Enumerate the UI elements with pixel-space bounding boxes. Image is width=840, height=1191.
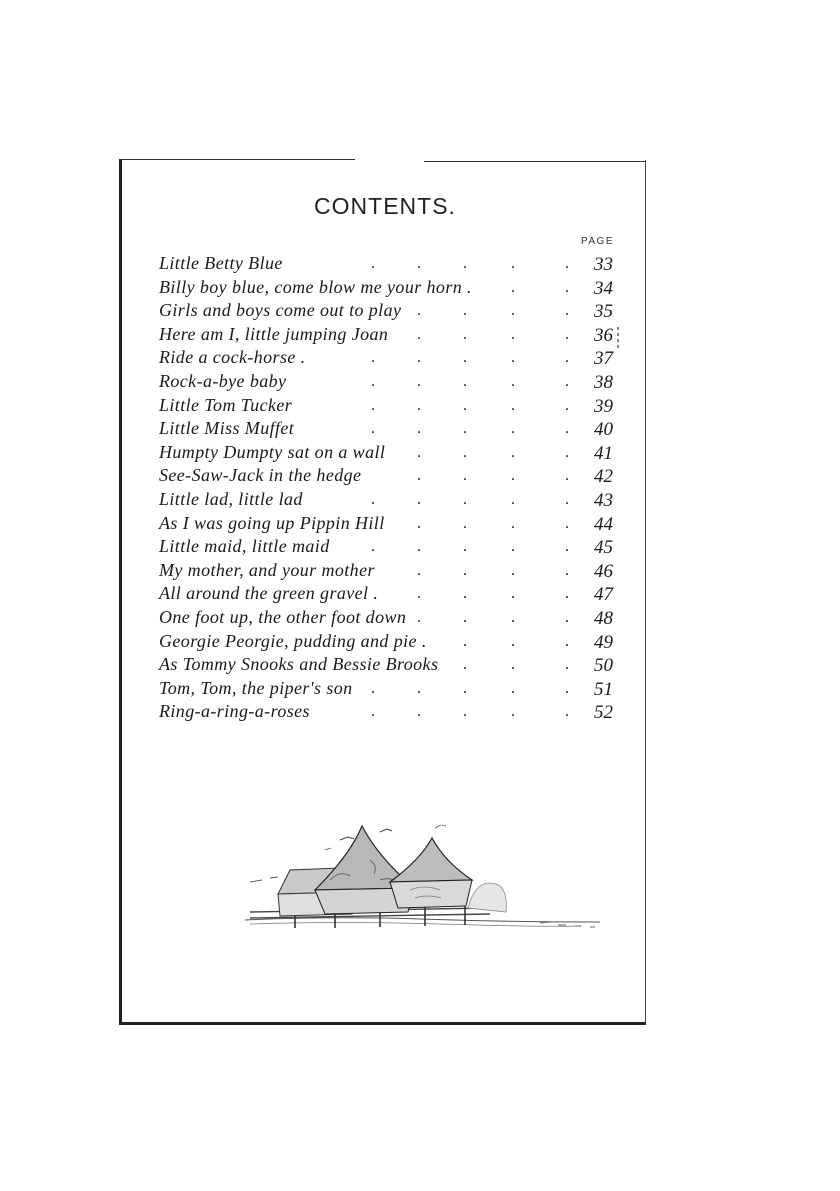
- entry-page-number: 52: [594, 702, 613, 724]
- contents-entry: Rock-a-bye baby . . . . . 38: [159, 370, 613, 393]
- entry-page-number: 39: [594, 395, 613, 417]
- entry-page-number: 47: [594, 584, 613, 606]
- page-border-top-right: [424, 161, 646, 162]
- page-title: CONTENTS.: [314, 193, 456, 219]
- contents-entry: All around the green gravel . . . . . 47: [159, 583, 613, 606]
- entry-page-number: 46: [594, 560, 613, 582]
- entry-title: Ride a cock-horse .: [159, 347, 306, 368]
- entry-title: Billy boy blue, come blow me your horn .: [159, 276, 472, 297]
- entry-page-number: 50: [594, 655, 613, 677]
- entry-page-number: 34: [594, 277, 613, 299]
- contents-entry: Humpty Dumpty sat on a wall . . . . 41: [159, 441, 613, 464]
- entry-title: Humpty Dumpty sat on a wall: [159, 441, 386, 462]
- entry-title: Little Tom Tucker: [159, 394, 293, 415]
- contents-entry: Ring-a-ring-a-roses . . . . . 52: [159, 701, 613, 724]
- entry-page-number: 44: [594, 513, 613, 535]
- haystacks-icon: [240, 820, 610, 940]
- entry-title: One foot up, the other foot down: [159, 606, 407, 627]
- entry-page-number: 48: [594, 607, 613, 629]
- contents-entry: Little maid, little maid . . . . . 45: [159, 536, 613, 559]
- contents-list: [159, 252, 619, 724]
- contents-entry: Little Miss Muffet . . . . . 40: [159, 418, 613, 441]
- contents-entry: As I was going up Pippin Hill . . . . 44: [159, 512, 613, 535]
- entry-title: All around the green gravel .: [159, 583, 379, 604]
- contents-entry: As Tommy Snooks and Bessie Brooks . . . 50: [159, 654, 613, 677]
- entry-title: Tom, Tom, the piper's son: [159, 677, 353, 698]
- entry-title: Here am I, little jumping Joan: [159, 323, 389, 344]
- entry-page-number: 37: [594, 348, 613, 370]
- entry-page-number: 41: [594, 442, 613, 464]
- contents-entry: One foot up, the other foot down . . . . 48: [159, 606, 613, 629]
- entry-page-number: 33: [594, 254, 613, 275]
- page-border-top-left: [119, 159, 355, 160]
- contents-entry: Georgie Peorgie, pudding and pie . . . . 49: [159, 630, 613, 653]
- entry-title: Georgie Peorgie, pudding and pie .: [159, 630, 427, 651]
- entry-title: Little lad, little lad: [159, 488, 303, 509]
- entry-page-number: 45: [594, 537, 613, 559]
- contents-entry: Here am I, little jumping Joan . . . . 36: [159, 323, 613, 346]
- entry-page-number: 42: [594, 466, 613, 488]
- contents-entry: Tom, Tom, the piper's son . . . . . 51: [159, 677, 613, 700]
- entry-page-number: 43: [594, 489, 613, 511]
- entry-title: Rock-a-bye baby: [159, 370, 287, 391]
- entry-title: As Tommy Snooks and Bessie Brooks: [159, 654, 439, 675]
- contents-entry: Billy boy blue, come blow me your horn . . . 34: [159, 276, 613, 299]
- contents-entry: Ride a cock-horse . . . . . . 37: [159, 347, 613, 370]
- entry-title: Little Betty Blue: [159, 253, 283, 273]
- entry-title: See-Saw-Jack in the hedge: [159, 465, 362, 486]
- entry-page-number: 49: [594, 631, 613, 653]
- entry-title: Little Miss Muffet: [159, 418, 295, 439]
- entry-title: Girls and boys come out to play: [159, 300, 402, 321]
- contents-entry: Little lad, little lad . . . . . 43: [159, 488, 613, 511]
- entry-page-number: 36: [594, 324, 613, 346]
- page-column-label: PAGE: [580, 236, 614, 247]
- entry-title: Little maid, little maid: [159, 536, 330, 557]
- contents-entry: Little Tom Tucker . . . . . 39: [159, 394, 613, 417]
- entry-title: As I was going up Pippin Hill: [159, 512, 385, 533]
- stray-print-mark: [617, 327, 619, 349]
- contents-entry: Girls and boys come out to play . . . . 35: [159, 300, 613, 323]
- entry-title: Ring-a-ring-a-roses: [159, 701, 310, 722]
- entry-page-number: 35: [594, 301, 613, 323]
- entry-title: My mother, and your mother: [159, 559, 375, 580]
- entry-page-number: 40: [594, 419, 613, 441]
- contents-entry: Little Betty Blue . . . . . 33: [159, 253, 613, 275]
- contents-entry: My mother, and your mother . . . . 46: [159, 559, 613, 582]
- entry-page-number: 51: [594, 678, 613, 700]
- entry-page-number: 38: [594, 371, 613, 393]
- contents-entry: See-Saw-Jack in the hedge . . . . 42: [159, 465, 613, 488]
